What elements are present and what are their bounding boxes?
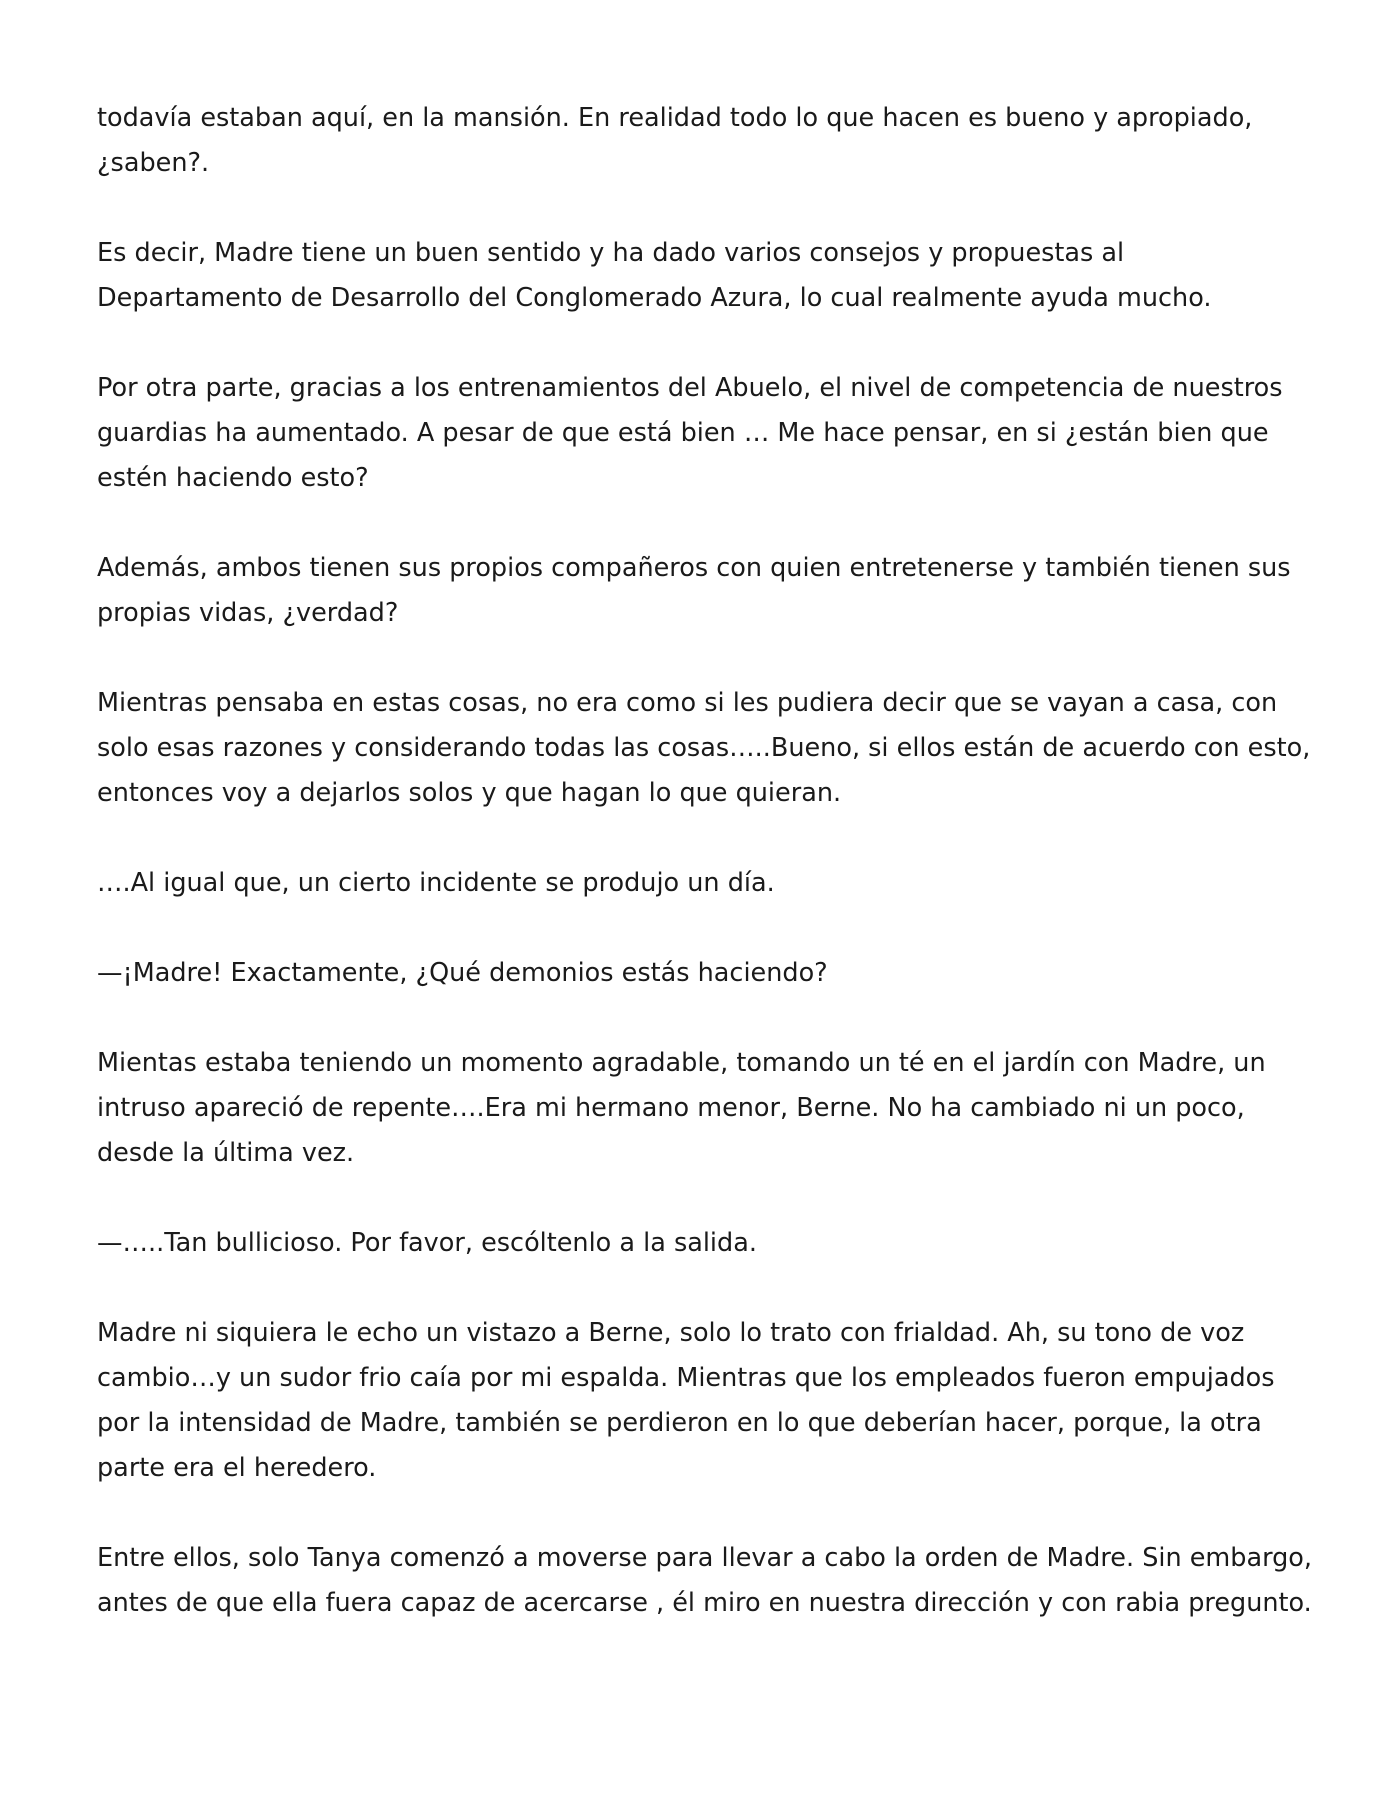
- paragraph-5: Mientras pensaba en estas cosas, no era como si les pudiera decir que se vayan a casa, con solo esas razones y considerando todas las cosas…..Bueno, si ellos están de acuerdo con esto, entonces voy a dejarlos solos y que hagan lo que quieran.: [97, 688, 1311, 808]
- paragraph-8: Madre ni siquiera le echo un vistazo a Berne, solo lo trato con frialdad. Ah, su tono de voz cambio…y un sudor frio caía por mi espalda. Mientras que los empleados fueron empujados por la intensidad de Madre, también se perdieron en lo que deberían hacer, porque, la otra parte era el heredero.: [97, 1318, 1275, 1483]
- paragraph-2: Es decir, Madre tiene un buen sentido y ha dado varios consejos y propuestas al Departamento de Desarrollo del Conglomerado Azura, lo cual realmente ayuda mucho.: [97, 238, 1212, 313]
- paragraph-3: Por otra parte, gracias a los entrenamientos del Abuelo, el nivel de competencia de nuestros guardias ha aumentado. A pesar de que está bien … Me hace pensar, en si ¿están bien que estén haciendo esto?: [97, 373, 1283, 493]
- paragraph-6: ….Al igual que, un cierto incidente se produjo un día.: [97, 868, 775, 898]
- paragraph-4: Además, ambos tienen sus propios compañeros con quien entretenerse y también tienen sus propias vidas, ¿verdad?: [97, 553, 1291, 628]
- dialogue-line-2: —…..Tan bullicioso. Por favor, escóltenlo a la salida.: [97, 1228, 757, 1258]
- dialogue-line-1: —¡Madre! Exactamente, ¿Qué demonios estás haciendo?: [97, 958, 828, 988]
- paragraph-9: Entre ellos, solo Tanya comenzó a moverse para llevar a cabo la orden de Madre. Sin embargo, antes de que ella fuera capaz de acercarse , él miro en nuestra dirección y con rabia pregunto.: [97, 1543, 1312, 1618]
- paragraph-7: Mientas estaba teniendo un momento agradable, tomando un té en el jardín con Madre, un intruso apareció de repente….Era mi hermano menor, Berne. No ha cambiado ni un poco, desde la última vez.: [97, 1048, 1266, 1168]
- paragraph-1: todavía estaban aquí, en la mansión. En realidad todo lo que hacen es bueno y apropiado, ¿saben?.: [97, 103, 1253, 178]
- document-page: [97, 96, 1317, 1671]
